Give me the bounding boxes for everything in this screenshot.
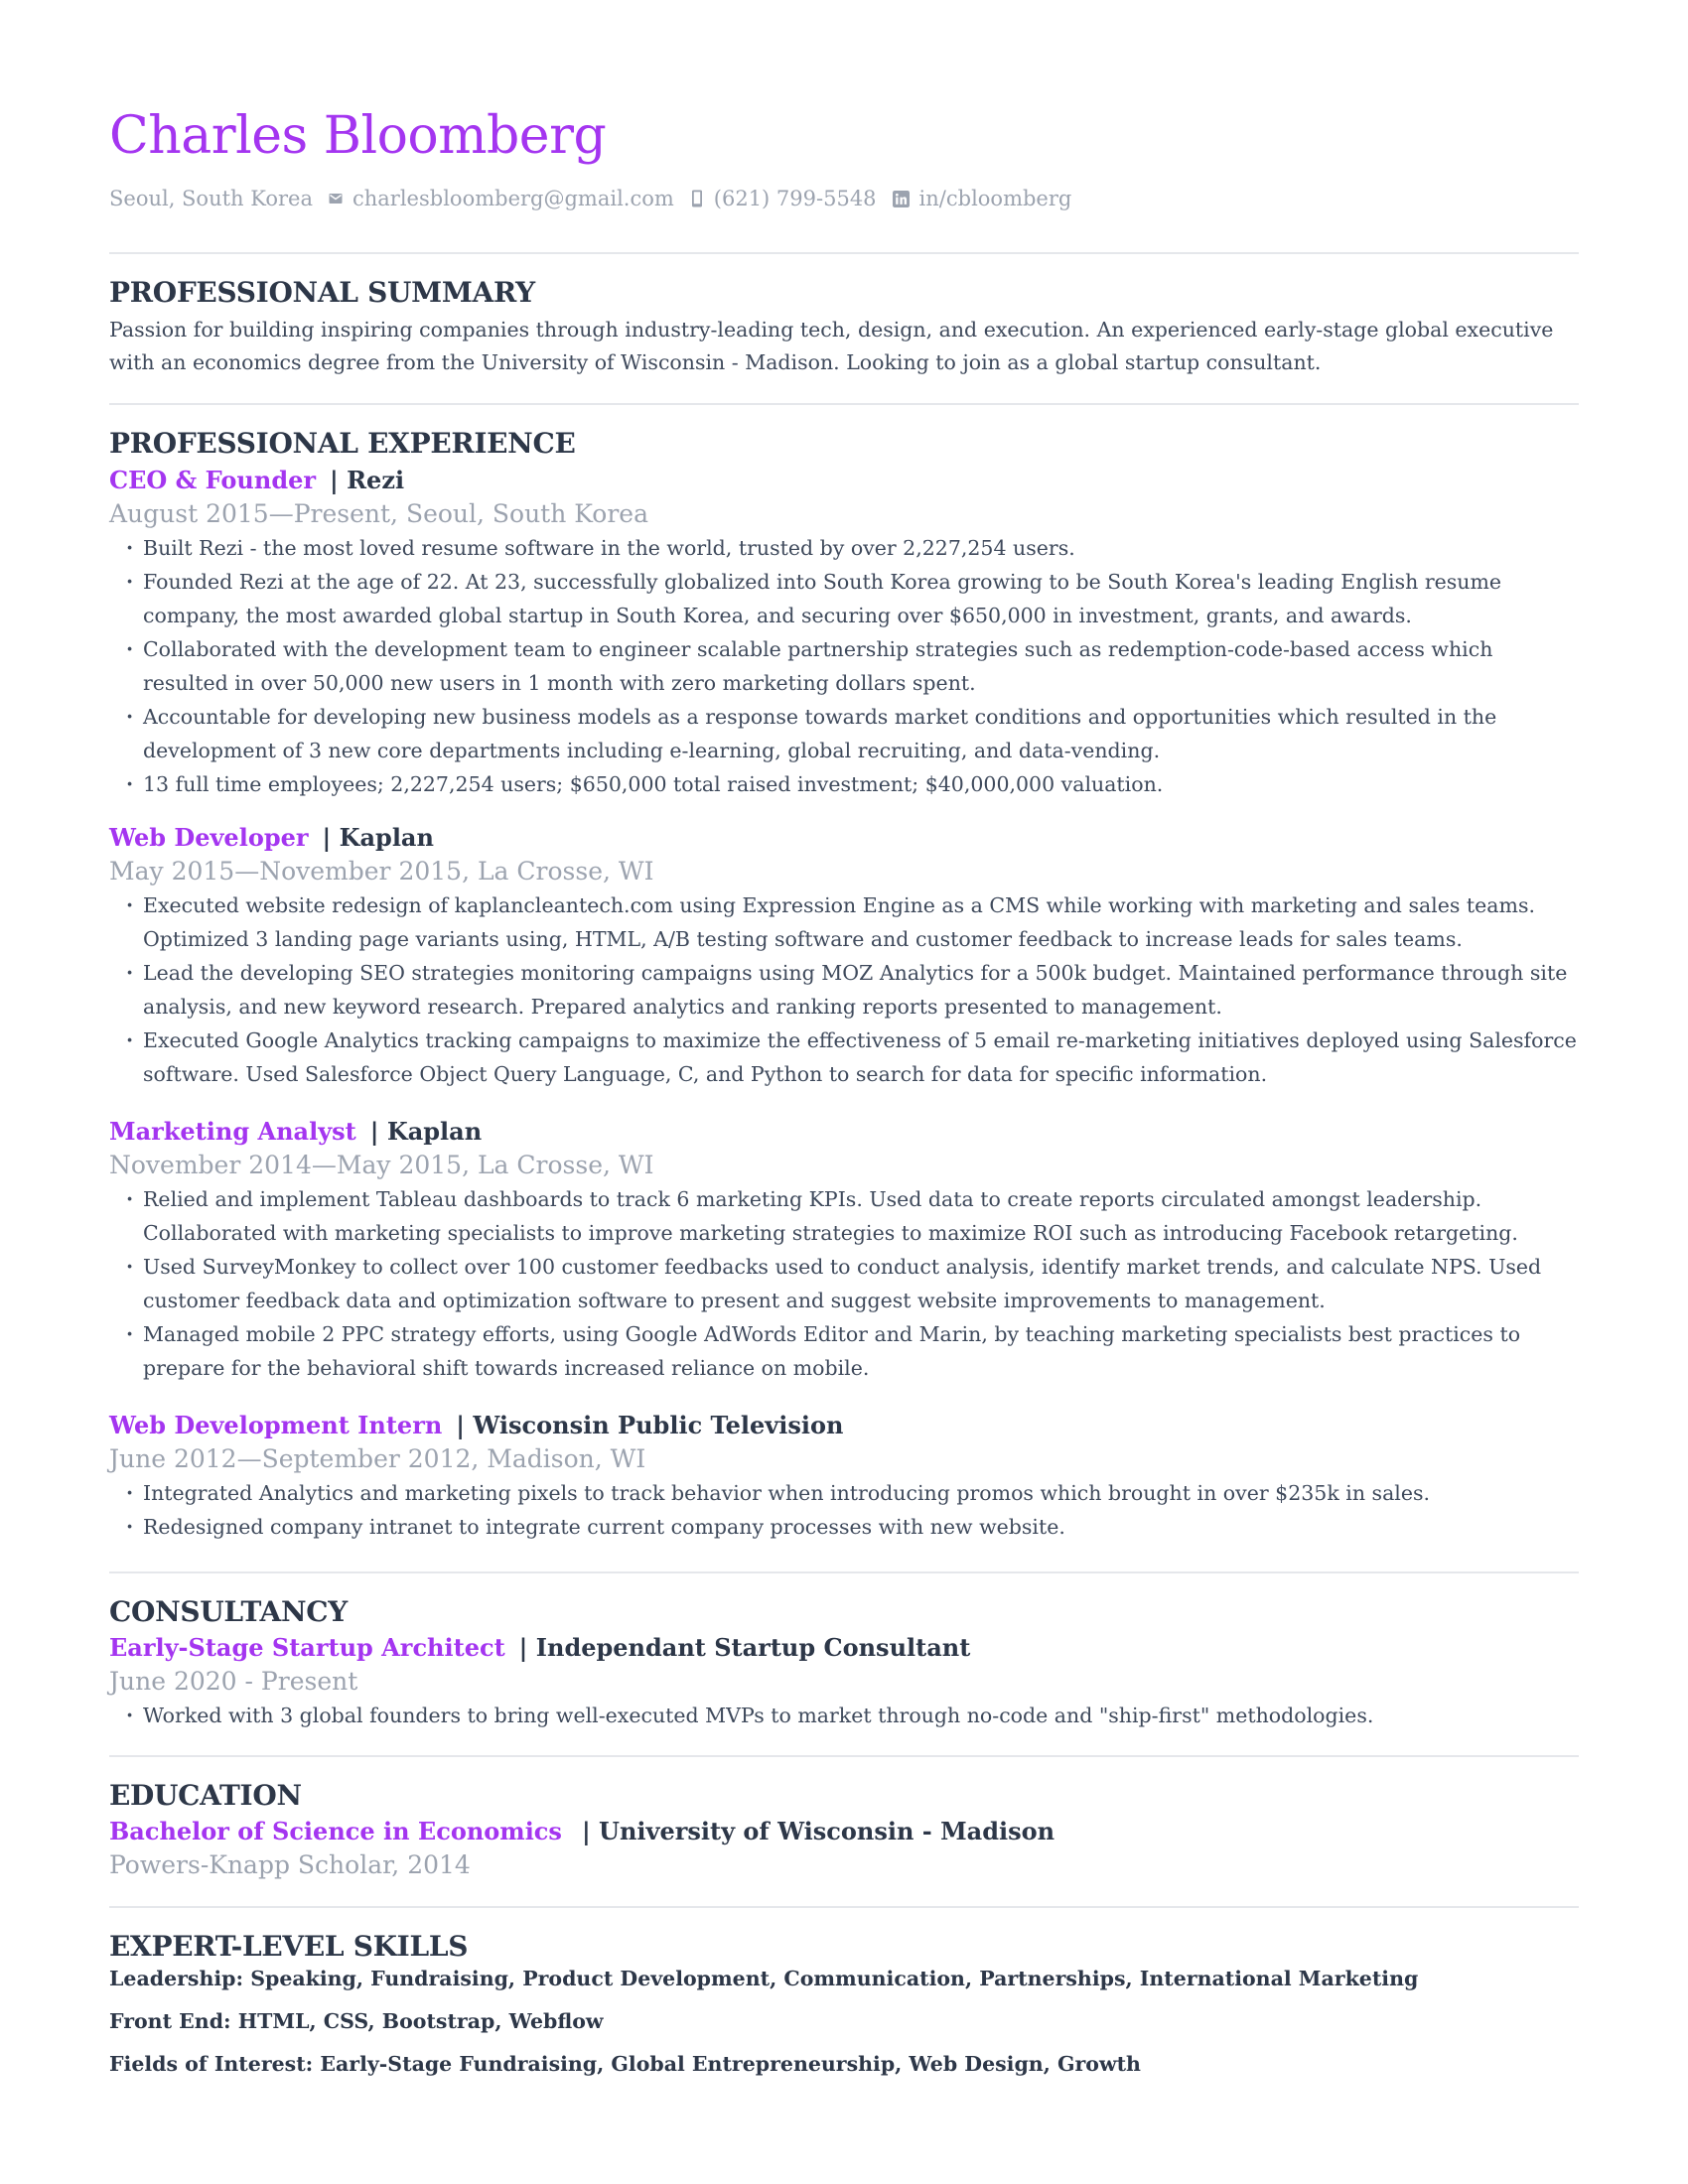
job-role: CEO & Founder — [109, 466, 317, 494]
location-text: Seoul, South Korea — [109, 187, 313, 210]
contact-phone[interactable] — [690, 184, 877, 213]
job-dates-location: June 2012—September 2012, Madison, WI — [109, 1444, 646, 1473]
consultancy-title-row — [109, 1631, 1579, 1665]
job-title-row — [109, 464, 1579, 497]
school: University of Wisconsin - Madison — [599, 1817, 1055, 1845]
bullet-item: · Managed mobile 2 PPC strategy efforts, using Google AdWords Editor and Marin, by teaching marketing specialists best practices to prepare for the behavioral shift towards increased reliance on mobile. — [109, 1317, 1579, 1385]
contact-email[interactable] — [329, 184, 674, 213]
education-honors: Powers-Knapp Scholar, 2014 — [109, 1850, 471, 1879]
bullet-item: · Executed website redesign of kaplancleantech.com using Expression Engine as a CMS while working with marketing and sales teams. Optimized 3 landing page variants using, HTML, A/B testing software and customer feedback to increase leads for sales teams. — [109, 888, 1579, 956]
section-divider — [109, 1755, 1579, 1757]
job-title-row — [109, 1115, 1579, 1149]
summary-text: Passion for building inspiring companies through industry-leading tech, design, and execution. An experienced early-stage global executive with an economics degree from the University of Wisconsin - Madison. Looking to join as a global startup consultant. — [109, 318, 1554, 374]
separator: | — [322, 823, 340, 852]
job-bullets — [109, 1182, 1579, 1385]
job-bullets — [109, 888, 1579, 1091]
skill-line: Front End: HTML, CSS, Bootstrap, Webflow — [109, 2009, 604, 2033]
consultancy-dates: June 2020 - Present — [109, 1667, 358, 1696]
section-heading-skills: EXPERT-LEVEL SKILLS — [109, 1930, 469, 1963]
job-company: Kaplan — [339, 823, 434, 852]
bullet-item: · 13 full time employees; 2,227,254 users; $650,000 total raised investment; $40,000,000 valuation. — [109, 767, 1579, 801]
section-divider — [109, 403, 1579, 405]
section-heading-education: EDUCATION — [109, 1779, 302, 1812]
bullet-item: · Used SurveyMonkey to collect over 100 customer feedbacks used to conduct analysis, identify market trends, and calculate NPS. Used customer feedback data and optimization software to present and suggest website improvements to management. — [109, 1250, 1579, 1317]
job-company: Kaplan — [386, 1117, 483, 1146]
consultancy-role: Early-Stage Startup Architect — [109, 1633, 505, 1662]
section-divider — [109, 1571, 1579, 1573]
job-bullets — [109, 531, 1579, 801]
consultancy-bullets — [109, 1699, 1579, 1732]
contact-row — [109, 184, 1087, 213]
consultancy-entry — [109, 1631, 1579, 1732]
education-entry — [109, 1815, 1579, 1882]
bullet-item: · Lead the developing SEO strategies monitoring campaigns using MOZ Analytics for a 500k budget. Maintained performance through site analysis, and new keyword research. Prepared analytics and ranking reports presented to management. — [109, 956, 1579, 1024]
contact-location — [109, 184, 313, 213]
phone-icon — [690, 190, 704, 207]
section-heading-experience: PROFESSIONAL EXPERIENCE — [109, 427, 576, 460]
job-bullets — [109, 1476, 1579, 1544]
job-dates-location: August 2015—Present, Seoul, South Korea — [109, 499, 648, 528]
job-entry — [109, 1115, 1579, 1385]
envelope-icon — [329, 192, 343, 205]
bullet-item: · Accountable for developing new business models as a response towards market conditions and opportunities which resulted in the development of 3 new core departments including e-learning, global recruiting, and data-vending. — [109, 700, 1579, 767]
bullet-item: · Collaborated with the development team to engineer scalable partnership strategies such as redemption-code-based access which resulted in over 50,000 new users in 1 month with zero marketing dollars spent. — [109, 632, 1579, 700]
bullet-item: · Worked with 3 global founders to bring well-executed MVPs to market through no-code and "ship-first" methodologies. — [109, 1699, 1579, 1732]
separator: | — [456, 1411, 474, 1439]
job-title-row — [109, 1409, 1579, 1442]
job-entry — [109, 821, 1579, 1091]
job-role: Web Developer — [109, 823, 309, 852]
job-dates-location: November 2014—May 2015, La Crosse, WI — [109, 1151, 654, 1179]
skill-line: Fields of Interest: Early-Stage Fundraising, Global Entrepreneurship, Web Design, Growth — [109, 2052, 1141, 2076]
skills-list — [109, 1958, 1579, 2086]
linkedin-icon — [893, 191, 910, 207]
consultancy-org: Independant Startup Consultant — [535, 1633, 971, 1662]
section-heading-consultancy: CONSULTANCY — [109, 1595, 348, 1628]
separator: | — [369, 1117, 387, 1146]
job-dates-location: May 2015—November 2015, La Crosse, WI — [109, 857, 654, 886]
separator: | — [581, 1817, 600, 1845]
job-title-row — [109, 821, 1579, 855]
skill-line: Leadership: Speaking, Fundraising, Product Development, Communication, Partnerships, International Marketing — [109, 1967, 1419, 1990]
linkedin-text[interactable]: in/cbloomberg — [918, 187, 1072, 210]
section-divider — [109, 252, 1579, 254]
email-text[interactable]: charlesbloomberg@gmail.com — [352, 187, 674, 210]
degree: Bachelor of Science in Economics — [109, 1817, 562, 1845]
section-divider — [109, 1906, 1579, 1908]
job-company: Wisconsin Public Television — [473, 1411, 844, 1439]
job-role: Marketing Analyst — [109, 1117, 356, 1146]
bullet-item: · Executed Google Analytics tracking campaigns to maximize the effectiveness of 5 email re-marketing initiatives deployed using Salesforce software. Used Salesforce Object Query Language, C, and Python to search for data for specific information. — [109, 1024, 1579, 1091]
bullet-item: · Founded Rezi at the age of 22. At 23, successfully globalized into South Korea growing to be South Korea's leading English resume company, the most awarded global startup in South Korea, and securing over $650,000 in investment, grants, and awards. — [109, 565, 1579, 632]
contact-linkedin[interactable] — [893, 184, 1072, 213]
bullet-item: · Relied and implement Tableau dashboards to track 6 marketing KPIs. Used data to create reports circulated amongst leadership. Collaborated with marketing specialists to improve marketing strategies to maximize ROI such as introducing Facebook retargeting. — [109, 1182, 1579, 1250]
job-role: Web Development Intern — [109, 1411, 443, 1439]
bullet-item: · Built Rezi - the most loved resume software in the world, trusted by over 2,227,254 users. — [109, 531, 1579, 565]
job-entry — [109, 464, 1579, 801]
separator: | — [330, 466, 348, 494]
section-heading-summary: PROFESSIONAL SUMMARY — [109, 276, 535, 309]
phone-text[interactable]: (621) 799-5548 — [713, 187, 877, 210]
job-company: Rezi — [347, 466, 405, 494]
candidate-name: Charles Bloomberg — [109, 106, 607, 166]
bullet-item: · Integrated Analytics and marketing pixels to track behavior when introducing promos which brought in over $235k in sales. — [109, 1476, 1579, 1510]
separator: | — [518, 1633, 536, 1662]
job-entry — [109, 1409, 1579, 1544]
bullet-item: · Redesigned company intranet to integrate current company processes with new website. — [109, 1510, 1579, 1544]
education-title-row — [109, 1815, 1579, 1848]
